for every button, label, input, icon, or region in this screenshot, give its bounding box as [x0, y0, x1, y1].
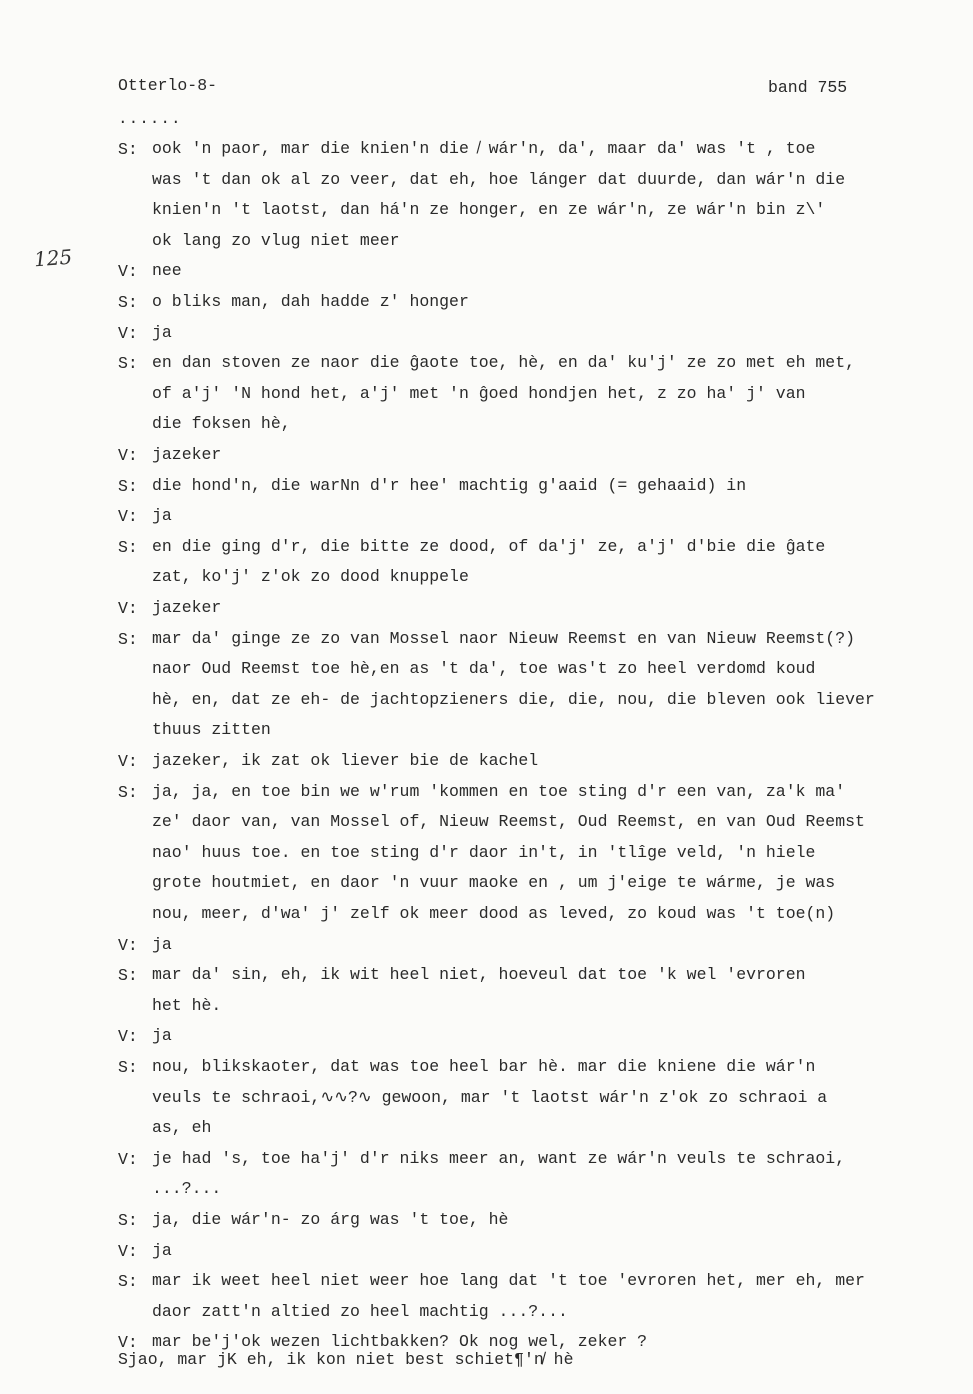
utterance-line: hè, en, dat ze eh- de jachtopzieners die, die, nou, die bleven ook liever	[152, 689, 875, 709]
utterance-line: mar da' ginge ze zo van Mossel naor Nieuw Reemst en van Nieuw Reemst(?)	[152, 628, 856, 648]
utterance-line: ze' daor van, van Mossel of, Nieuw Reemst, Oud Reemst, en van Oud Reemst	[152, 812, 865, 832]
utterance-line: jazeker	[152, 598, 222, 617]
speaker-label: V:	[118, 1333, 138, 1353]
utterance-line: veuls te schraoi,∿∿?∿ gewoon, mar 't laotst wár'n z'ok zo schraoi a	[152, 1087, 828, 1107]
speaker-label: V:	[118, 1241, 138, 1261]
utterance-line: ja	[152, 934, 172, 954]
utterance-line: mar be'j'ok wezen lichtbakken? Ok nog wel, zeker ?	[152, 1332, 648, 1352]
speaker-label: S:	[118, 629, 138, 649]
utterance-line: naor Oud Reemst toe hè,en as 't da', toe was't zo heel verdomd koud	[152, 659, 816, 679]
utterance-line: of a'j' 'N hond het, a'j' met 'n ĝoed hondjen het, z zo ha' j' van	[152, 383, 806, 403]
document-title: Otterlo-8-	[118, 76, 218, 95]
speaker-label: V:	[118, 1027, 138, 1047]
speaker-label: S:	[118, 537, 138, 557]
speaker-label: V:	[118, 507, 138, 527]
utterance-line: zat, ko'j' z'ok zo dood knuppele	[152, 567, 469, 587]
utterance-line: o bliks man, dah hadde z' honger	[152, 292, 469, 311]
speaker-label: V:	[118, 262, 138, 282]
utterance-line: mar ik weet heel niet weer hoe lang dat 't toe 'evroren het, mer eh, mer	[152, 1271, 865, 1291]
speaker-label: S:	[118, 1272, 138, 1292]
utterance-line: jazeker	[152, 445, 222, 464]
utterance-line: ja, die wár'n- zo árg was 't toe, hè	[152, 1210, 509, 1229]
utterance-line: ok lang zo vlug niet meer	[152, 230, 400, 250]
utterance-line: ...?...	[152, 1179, 222, 1199]
tape-number: band 755	[768, 78, 848, 97]
ellipsis-marker: ......	[118, 110, 182, 128]
utterance-line: knien'n 't laotst, dan há'n ze honger, en ze wár'n, ze wár'n bin z\'	[152, 200, 826, 220]
utterance-line: nou, meer, d'wa' j' zelf ok meer dood as leved, zo koud was 't toe(n)	[152, 903, 836, 923]
utterance-line: jazeker, ik zat ok liever bie de kachel	[152, 751, 539, 770]
speaker-label: S:	[118, 140, 138, 159]
utterance-line: nou, blikskaoter, dat was toe heel bar hè. mar die kniene die wár'n	[152, 1057, 816, 1076]
utterance-line: ja	[152, 322, 172, 342]
utterance-line: daor zatt'n altied zo heel machtig ...?...	[152, 1301, 568, 1321]
speaker-label: V:	[118, 599, 138, 618]
utterance-line: ja	[152, 506, 172, 526]
speaker-label: S:	[118, 354, 138, 374]
utterance-line: mar da' sin, eh, ik wit heel niet, hoeveul dat toe 'k wel 'evroren	[152, 965, 806, 985]
utterance-line: thuus zitten	[152, 720, 271, 740]
speaker-label: V:	[118, 446, 138, 465]
speaker-label: S:	[118, 1211, 138, 1230]
speaker-label: S:	[118, 782, 138, 802]
speaker-label: S:	[118, 293, 138, 312]
utterance-line: die hond'n, die warNn d'r hee' machtig g'aaid (= gehaaid) in	[152, 475, 747, 495]
speaker-label: V:	[118, 935, 138, 955]
utterance-line: je had 's, toe ha'j' d'r niks meer an, want ze wár'n veuls te schraoi,	[152, 1148, 846, 1168]
speaker-label: V:	[118, 323, 138, 343]
speaker-label: V:	[118, 1149, 138, 1169]
utterance-line: ook 'n paor, mar die knien'n die ̸ wár'n, da', maar da' was 't , toe	[152, 139, 816, 158]
utterance-line: nee	[152, 261, 182, 281]
utterance-line: nao' huus toe. en toe sting d'r daor in't, in 'tlîge veld, 'n hiele	[152, 842, 816, 862]
utterance-line: as, eh	[152, 1118, 212, 1138]
speaker-label: S:	[118, 1058, 138, 1077]
utterance-line: ja	[152, 1240, 172, 1260]
utterance-line: en die ging d'r, die bitte ze dood, of da'j' ze, a'j' d'bie die ĝate	[152, 536, 826, 556]
closing-line: Sjao, mar jK eh, ik kon niet best schiet¶'n̸ hè	[118, 1350, 574, 1369]
utterance-line: ja, ja, en toe bin we w'rum 'kommen en toe sting d'r een van, za'k ma'	[152, 781, 846, 801]
speaker-label: S:	[118, 966, 138, 986]
speaker-label: V:	[118, 752, 138, 771]
handwritten-margin-note: 125	[33, 244, 73, 272]
utterance-line: was 't dan ok al zo veer, dat eh, hoe lánger dat duurde, dan wár'n die	[152, 169, 846, 189]
utterance-line: en dan stoven ze naor die ĝaote toe, hè, en da' ku'j' ze zo met eh met,	[152, 353, 856, 373]
utterance-line: grote houtmiet, en daor 'n vuur maoke en , um j'eige te wárme, je was	[152, 873, 836, 893]
utterance-line: die foksen hè,	[152, 414, 291, 434]
speaker-label: S:	[118, 476, 138, 496]
utterance-line: ja	[152, 1026, 172, 1046]
utterance-line: het hè.	[152, 995, 222, 1015]
